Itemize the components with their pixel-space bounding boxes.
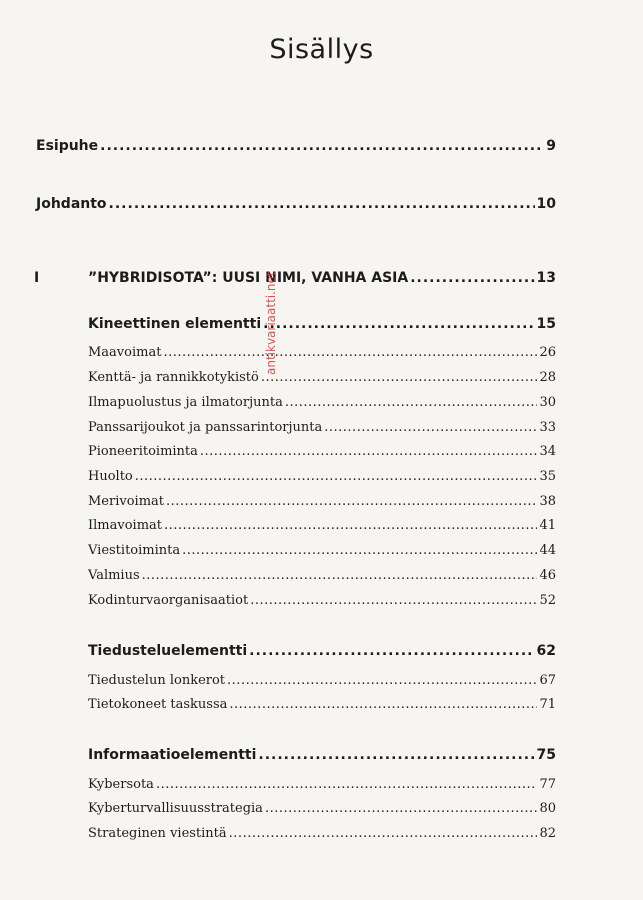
dot-leader [229, 697, 537, 712]
dot-leader [200, 444, 538, 459]
dot-leader [100, 138, 544, 154]
section-title: Tiedusteluelementti [88, 643, 248, 659]
toc-entry-label: Johdanto [36, 196, 107, 212]
toc-item-label: Kodinturvaorganisaatiot [88, 593, 249, 608]
dot-leader [250, 593, 537, 608]
chapter-title: ”HYBRIDISOTA”: UUSI NIMI, VANHA ASIA [88, 270, 409, 286]
toc-item-label: Huolto [88, 469, 133, 484]
chapter-number: I [34, 270, 40, 286]
toc-section-kineettinen[interactable] [88, 316, 556, 332]
dot-leader [166, 494, 537, 509]
toc-item-label: Tiedustelun lonkerot [88, 673, 226, 688]
toc-item-label: Pioneeritoiminta [88, 444, 198, 459]
section-title: Kineettinen elementti [88, 316, 262, 332]
toc-entry-page: 9 [546, 138, 556, 154]
dot-leader [182, 543, 537, 558]
dot-leader [229, 826, 538, 841]
toc-item-page: 34 [539, 444, 556, 459]
toc-item[interactable] [88, 697, 556, 712]
chapter-page: 13 [536, 270, 556, 286]
toc-item-label: Ilmavoimat [88, 518, 163, 533]
toc-item-label: Strateginen viestintä [88, 826, 227, 841]
toc-entry-page: 10 [536, 196, 556, 212]
dot-leader [135, 469, 538, 484]
watermark-text: antikvariaatti.net [264, 271, 278, 375]
toc-item[interactable] [88, 568, 556, 583]
toc-item-page: 35 [539, 469, 556, 484]
toc-section-tiedustelu[interactable] [88, 643, 556, 659]
toc-item-page: 30 [539, 395, 556, 410]
toc-item[interactable] [88, 593, 556, 608]
dot-leader [249, 643, 534, 659]
toc-item-label: Ilmapuolustus ja ilmatorjunta [88, 395, 283, 410]
toc-entry-johdanto[interactable] [36, 196, 556, 212]
toc-item-page: 52 [539, 593, 556, 608]
toc-item-page: 28 [539, 370, 556, 385]
page-title: Sisällys [269, 34, 374, 65]
toc-item-label: Merivoimat [88, 494, 165, 509]
toc-section-informaatio[interactable] [88, 747, 556, 763]
toc-item-label: Maavoimat [88, 345, 162, 360]
dot-leader [265, 801, 538, 816]
toc-item[interactable] [88, 673, 556, 688]
toc-item[interactable] [88, 444, 556, 459]
toc-item-page: 44 [539, 543, 556, 558]
section-page: 75 [536, 747, 556, 763]
dot-leader [164, 518, 537, 533]
toc-item-label: Kybersota [88, 777, 154, 792]
toc-item-label: Kyberturvallisuusstrategia [88, 801, 263, 816]
toc-item-label: Kenttä- ja rannikkotykistö [88, 370, 259, 385]
toc-item-label: Viestitoiminta [88, 543, 181, 558]
toc-item[interactable] [88, 518, 556, 533]
toc-item-label: Tietokoneet taskussa [88, 697, 228, 712]
dot-leader [261, 370, 538, 385]
toc-item-page: 26 [539, 345, 556, 360]
toc-item-page: 80 [539, 801, 556, 816]
toc-entry-esipuhe[interactable] [36, 138, 556, 154]
dot-leader [227, 673, 537, 688]
section-page: 15 [536, 316, 556, 332]
toc-item[interactable] [88, 420, 556, 435]
dot-leader [324, 420, 537, 435]
dot-leader [142, 568, 538, 583]
dot-leader [109, 196, 535, 212]
toc-item[interactable] [88, 801, 556, 816]
toc-item-page: 77 [539, 777, 556, 792]
toc-item-page: 46 [539, 568, 556, 583]
toc-item-page: 41 [539, 518, 556, 533]
toc-item-page: 38 [539, 494, 556, 509]
dot-leader [263, 316, 534, 332]
toc-item[interactable] [88, 543, 556, 558]
toc-item[interactable] [88, 777, 556, 792]
toc-item[interactable] [88, 469, 556, 484]
dot-leader [410, 270, 534, 286]
toc-item-label: Panssarijoukot ja panssarintorjunta [88, 420, 323, 435]
toc-chapter-entry[interactable] [34, 270, 556, 286]
toc-entry-label: Esipuhe [36, 138, 99, 154]
toc-item[interactable] [88, 826, 556, 841]
section-page: 62 [536, 643, 556, 659]
dot-leader [163, 345, 537, 360]
section-title: Informaatioelementti [88, 747, 257, 763]
toc-item-page: 82 [539, 826, 556, 841]
toc-item-page: 67 [539, 673, 556, 688]
toc-item-page: 33 [539, 420, 556, 435]
toc-item[interactable] [88, 494, 556, 509]
toc-item-label: Valmius [88, 568, 140, 583]
toc-item-page: 71 [539, 697, 556, 712]
dot-leader [156, 777, 538, 792]
dot-leader [285, 395, 538, 410]
dot-leader [258, 747, 534, 763]
toc-item[interactable] [88, 395, 556, 410]
toc-item[interactable] [88, 370, 556, 385]
toc-item[interactable] [88, 345, 556, 360]
